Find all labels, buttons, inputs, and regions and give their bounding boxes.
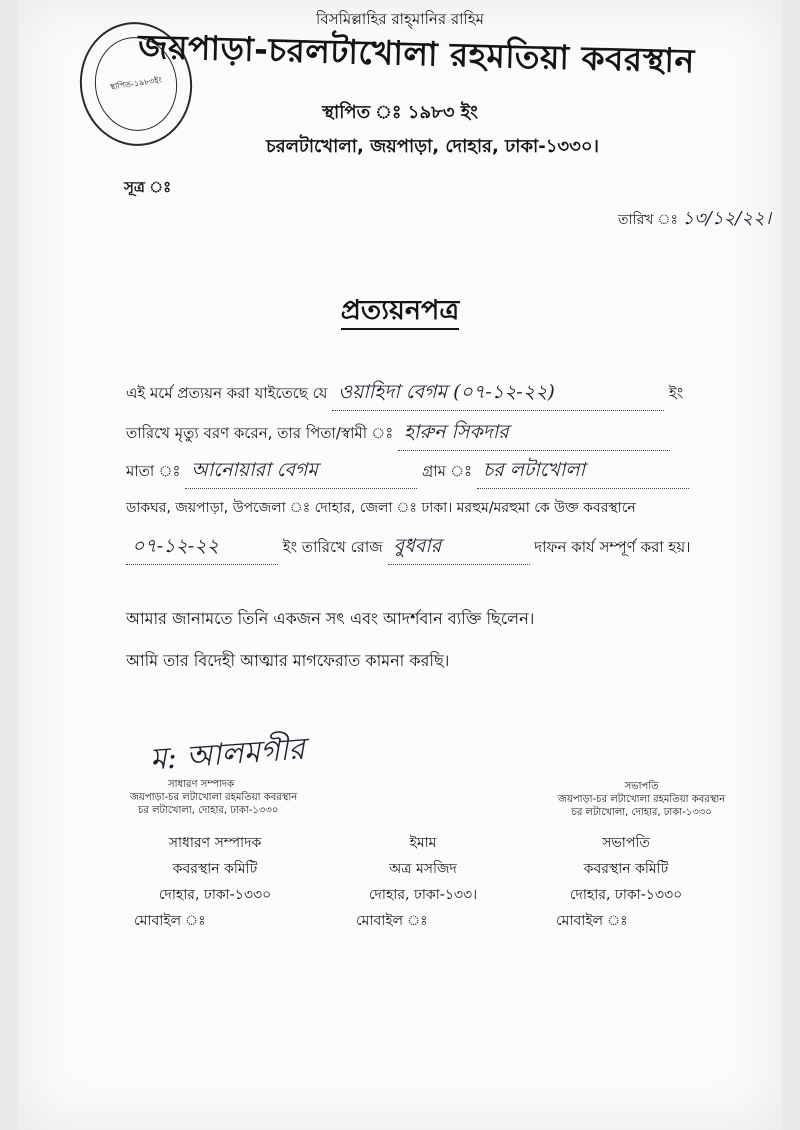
signatory-place: দোহার, ঢাকা-১৩৩০	[569, 887, 683, 903]
organization-name: জয়পাড়া-চরলটাখোলা রহমতিয়া কবরস্থান	[137, 26, 696, 81]
date-label: তারিখ ঃ	[618, 212, 678, 228]
signatory-place: দোহার, ঢাকা-১৩৩০	[158, 887, 272, 903]
body-line-3	[126, 456, 689, 489]
body-line-2	[126, 418, 670, 451]
signatory-body: অত্র মসজিদ	[389, 861, 457, 877]
mother-label: মাতা ঃ	[126, 462, 181, 480]
line5-suffix: দাফন কার্য সম্পূর্ণ করা হয়।	[534, 538, 691, 556]
mother-name: আনোয়ারা বেগম	[185, 456, 417, 489]
stamp-title: সভাপতি	[624, 781, 659, 792]
stamp-line-1: জয়পাড়া-চর লটাখোলা রহমতিয়া কবরস্থান	[130, 792, 298, 803]
seal-text: স্থাপিত-১৯৮৩ইং	[109, 74, 163, 92]
body-line-4: ডাকঘর, জয়পাড়া, উপজেলা ঃ দোহার, জেলা ঃ ঢাকা। মরহুম/মরহুমা কে উক্ত কবরস্থানে	[126, 500, 636, 516]
signature-block-imam	[348, 830, 498, 934]
document-title	[18, 290, 782, 335]
signatory-place: দোহার, ঢাকা-১৩৩।	[368, 887, 478, 903]
stamp-line-2: চর লটাখোলা, দোহার, ঢাকা-১৩৩০	[138, 805, 279, 816]
document-title-text: প্রত্যয়নপত্র	[341, 295, 459, 330]
signatory-role: সাধারণ সম্পাদক	[168, 835, 262, 851]
father-husband-name: হারুন সিকদার	[398, 418, 670, 451]
organization-address: চরলটাখোলা, জয়পাড়া, দোহার, ঢাকা-১৩৩০।	[266, 136, 599, 157]
stamp-title: সাধারণ সম্পাদক	[168, 779, 235, 790]
general-secretary-stamp	[130, 778, 297, 817]
signatory-mobile: মোবাইল ঃ	[134, 913, 206, 929]
stamp-line-1: জয়পাড়া-চর লটাখোলা রহমতিয়া কবরস্থান	[558, 794, 726, 805]
signatory-role: সভাপতি	[602, 835, 650, 851]
signatory-mobile: মোবাইল ঃ	[556, 913, 628, 929]
document-page	[18, 0, 782, 1130]
signature-block-secretary	[130, 830, 300, 934]
burial-date: ০৭-১২-২২	[126, 532, 278, 565]
signatory-role: ইমাম	[409, 835, 437, 851]
deceased-name: ওয়াহিদা বেগম (০৭-১২-২২)	[332, 378, 664, 411]
reference-label: সূত্র ঃ	[124, 178, 172, 196]
body-line-5	[126, 532, 691, 565]
president-stamp	[558, 780, 725, 819]
village-label: গ্রাম ঃ	[422, 462, 473, 480]
bismillah-text: বিসমিল্লাহির রাহ্‌মানির রাহিম	[316, 10, 484, 28]
burial-day: বুধবার	[388, 532, 530, 565]
line1-prefix: এই মর্মে প্রত্যয়ন করা যাইতেছে যে	[126, 384, 328, 402]
body-line-1	[126, 378, 683, 411]
closing-statement-2: আমি তার বিদেহী আত্মার মাগফেরাত কামনা করছি।	[126, 651, 450, 670]
date-row	[618, 204, 771, 235]
signatory-mobile: মোবাইল ঃ	[356, 913, 428, 929]
stamp-line-2: চর লটাখোলা, দোহার, ঢাকা-১৩৩০	[571, 807, 712, 818]
line5-mid: ইং তারিখে রোজ	[282, 538, 383, 556]
line1-suffix: ইং	[668, 384, 684, 402]
village-name: চর লটাখোলা	[477, 456, 689, 489]
signature-block-president	[546, 830, 706, 934]
signatory-body: কবরস্থান কমিটি	[172, 861, 258, 877]
signatory-body: কবরস্থান কমিটি	[583, 861, 669, 877]
handwritten-signature: ম: আলমগীর	[148, 731, 307, 778]
closing-statement-1: আমার জানামতে তিনি একজন সৎ এবং আদর্শবান ব্যক্তি ছিলেন।	[126, 609, 535, 628]
established-text: স্থাপিত ঃ ১৯৮৩ ইং	[322, 102, 478, 123]
date-value: ১৩/১২/২২।	[682, 208, 772, 229]
line2-prefix: তারিখে মৃত্যু বরণ করেন, তার পিতা/স্বামী ঃ	[126, 424, 394, 442]
